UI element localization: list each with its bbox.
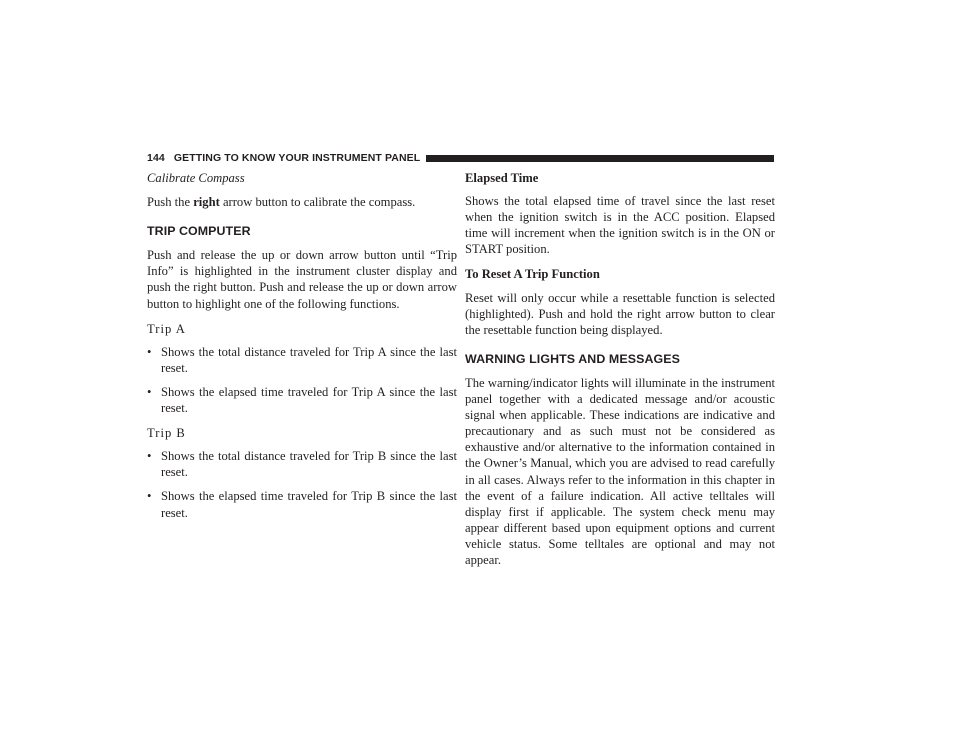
bullet-icon: •	[147, 384, 152, 399]
list-item	[147, 344, 457, 376]
bullet-icon: •	[147, 449, 152, 464]
header-title: GETTING TO KNOW YOUR INSTRUMENT PANEL	[173, 152, 421, 164]
reset-trip-text: Reset will only occur while a resettable function is selected (highlighted). Push and hold the right arrow button to clear the resettable function being displayed.	[465, 290, 775, 337]
list-item	[147, 448, 457, 480]
trip-b-list	[147, 448, 457, 520]
page-number: 144	[147, 152, 165, 164]
list-item	[147, 384, 457, 416]
elapsed-time-text: Shows the total elapsed time of travel since the last reset when the ignition switch is in the ACC position. Elapsed time will increment when the ignition switch is in the ON or START position.	[465, 194, 775, 257]
elapsed-time-heading: Elapsed Time	[465, 171, 539, 185]
list-item-text: Shows the elapsed time traveled for Trip A since the last reset.	[161, 384, 457, 416]
list-item-text: Shows the elapsed time traveled for Trip B since the last reset.	[161, 489, 457, 520]
header-text	[147, 151, 426, 165]
page-header	[147, 151, 774, 165]
warning-lights-heading: WARNING LIGHTS AND MESSAGES	[465, 351, 680, 366]
list-item-text: Shows the total distance traveled for Trip B since the last reset.	[161, 449, 457, 480]
trip-a-list	[147, 344, 457, 416]
trip-computer-text: Push and release the up or down arrow button until “Trip Info” is highlighted in the instrument cluster display and push the right button. Push and release the up or down arrow button to highlight one of the following functions.	[147, 248, 457, 311]
trip-computer-heading: TRIP COMPUTER	[147, 224, 251, 239]
calibrate-text-start: Push the	[147, 195, 191, 210]
warning-lights-text: The warning/indicator lights will illuminate in the instrument panel together with a dedicated message and/or acoustic signal when applicable. These indications are indicative and precautionary and as such must not be considered as exhaustive and/or alternative to the information contained in the Owner’s Manual, which you are advised to read carefully in all cases. Always refer to the information in this chapter in the event of a failure indication. All active telltales will display first if applicable. The system check menu may appear different based upon equipment options and current vehicle status. Some telltales are optional and may not appear.	[465, 375, 775, 567]
calibrate-text-bold: right	[193, 195, 220, 210]
left-column	[147, 170, 457, 530]
header-rule	[405, 155, 774, 162]
list-item	[147, 488, 457, 520]
bullet-icon: •	[147, 489, 152, 504]
calibrate-text-end: arrow button to calibrate the compass.	[219, 195, 416, 210]
right-column	[465, 170, 775, 577]
trip-b-label: Trip B	[147, 426, 186, 441]
reset-trip-heading: To Reset A Trip Function	[465, 267, 600, 282]
bullet-icon: •	[147, 344, 152, 359]
list-item-text: Shows the total distance traveled for Trip A since the last reset.	[161, 344, 457, 375]
calibrate-compass-text	[147, 194, 457, 210]
calibrate-compass-heading: Calibrate Compass	[147, 171, 245, 185]
trip-a-label: Trip A	[147, 321, 186, 336]
